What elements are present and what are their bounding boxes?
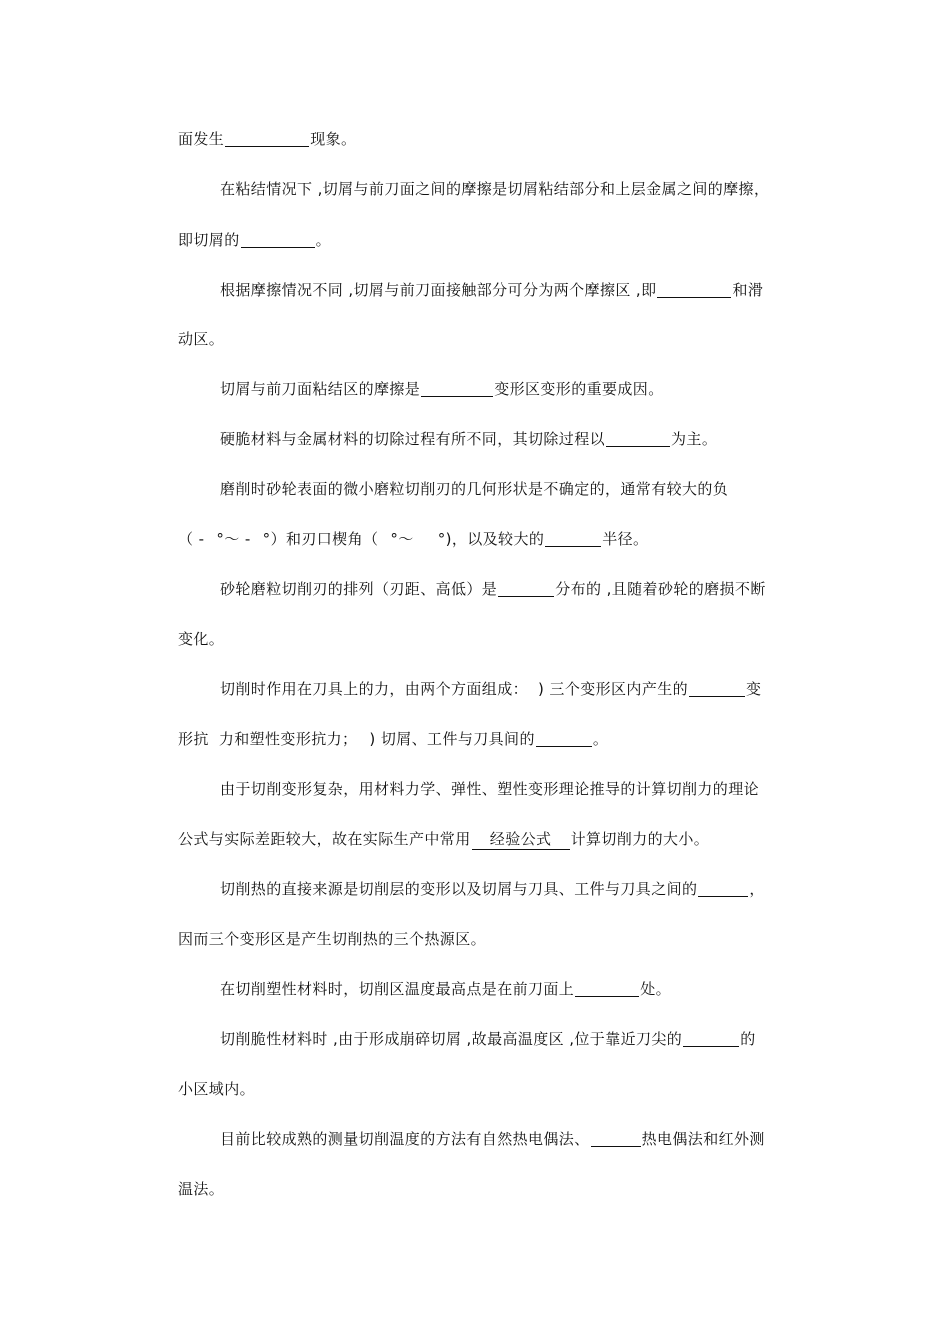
answer-blank: [241, 229, 315, 248]
text-segment: 面发生: [178, 130, 225, 148]
text-segment: 因而三个变形区是产生切削热的三个热源区。: [178, 930, 487, 948]
text-segment: 小区域内。: [178, 1080, 256, 1098]
text-segment: 砂轮磨粒切削刃的排列（刃距、高低）是: [220, 580, 498, 598]
text-segment: 计算切削力的大小。: [570, 830, 710, 848]
answer-blank: [591, 1128, 641, 1147]
text-segment: ) 切屑、工件与刀具间的: [369, 730, 535, 748]
answer-blank: [536, 728, 592, 747]
text-segment: °～: [390, 530, 414, 548]
text-segment: 现象。: [310, 130, 357, 148]
text-line: [220, 176, 820, 202]
text-line: [220, 876, 820, 902]
text-line: [220, 426, 820, 452]
answer-blank: [498, 578, 554, 597]
text-line: [178, 826, 818, 852]
text-segment: 动区。: [178, 330, 225, 348]
answer-blank: [606, 428, 670, 447]
answer-blank: [421, 378, 493, 397]
text-line: [178, 227, 818, 253]
text-line: [220, 776, 820, 802]
text-segment: 半径。: [602, 530, 649, 548]
text-line: [178, 1176, 818, 1202]
text-segment: 在粘结情况下 ,切屑与前刀面之间的摩擦是切屑粘结部分和上层金属之间的摩擦，: [220, 180, 770, 198]
text-line: [220, 476, 820, 502]
text-segment: 硬脆材料与金属材料的切除过程有所不同，其切除过程以: [220, 430, 606, 448]
text-segment: 分布的 ,且随着砂轮的磨损不断: [555, 580, 766, 598]
text-line: [220, 676, 820, 702]
text-segment: 公式与实际差距较大，故在实际生产中常用: [178, 830, 471, 848]
text-segment: 和滑: [732, 281, 764, 299]
text-segment: 即切屑的: [178, 231, 240, 249]
answer-blank: [683, 1028, 739, 1047]
text-line: [178, 626, 818, 652]
text-line: [220, 1126, 820, 1152]
text-line: [220, 277, 820, 303]
text-line: [220, 1026, 820, 1052]
text-segment: 的: [740, 1030, 756, 1048]
text-line: [178, 126, 818, 152]
text-segment: °）和刃口楔角（: [262, 530, 379, 548]
text-segment: °)，以及较大的: [437, 530, 545, 548]
answer-blank: [575, 978, 639, 997]
text-segment: 切屑与前刀面粘结区的摩擦是: [220, 380, 421, 398]
text-segment: 根据摩擦情况不同 ,切屑与前刀面接触部分可分为两个摩擦区 ,即: [220, 281, 657, 299]
text-segment: 为主。: [671, 430, 718, 448]
text-segment: 变形区变形的重要成因。: [494, 380, 664, 398]
text-segment: 由于切削变形复杂，用材料力学、弹性、塑性变形理论推导的计算切削力的理论: [220, 780, 760, 798]
text-line: [178, 926, 818, 952]
text-segment: 目前比较成熟的测量切削温度的方法有自然热电偶法、: [220, 1130, 590, 1148]
text-line: [178, 526, 818, 552]
text-segment: 切削时作用在刀具上的力，由两个方面组成：: [220, 680, 529, 698]
text-segment: 在切削塑性材料时，切削区温度最高点是在前刀面上: [220, 980, 575, 998]
text-segment: 变: [746, 680, 762, 698]
text-line: [178, 726, 818, 752]
text-segment: 。: [315, 231, 332, 249]
text-segment: 磨削时砂轮表面的微小磨粒切削刃的几何形状是不确定的，通常有较大的负: [220, 480, 729, 498]
text-segment: 温法。: [178, 1180, 225, 1198]
answer-blank: [545, 528, 601, 547]
text-segment: 形抗: [178, 730, 209, 748]
text-segment: ) 三个变形区内产生的: [538, 680, 689, 698]
filled-answer: 经验公式: [472, 829, 570, 850]
answer-blank: [657, 279, 731, 298]
text-line: [220, 976, 820, 1002]
text-segment: 。: [592, 730, 609, 748]
text-segment: 处。: [640, 980, 672, 998]
text-segment: 切削脆性材料时 ,由于形成崩碎切屑 ,故最高温度区 ,位于靠近刀尖的: [220, 1030, 683, 1048]
answer-blank: [225, 128, 309, 147]
text-segment: 切削热的直接来源是切削层的变形以及切屑与刀具、工件与刀具之间的: [220, 880, 698, 898]
answer-blank: [689, 678, 745, 697]
text-segment: 热电偶法和红外测: [641, 1130, 765, 1148]
text-line: [178, 1076, 818, 1102]
text-line: [220, 376, 820, 402]
text-segment: 力和塑性变形抗力；: [218, 730, 358, 748]
text-line: [220, 576, 820, 602]
text-segment: °～ -: [216, 530, 251, 548]
text-line: [178, 326, 818, 352]
text-segment: 变化。: [178, 630, 225, 648]
text-segment: ，: [749, 880, 765, 898]
answer-blank: [698, 878, 748, 897]
text-segment: （ -: [178, 530, 205, 548]
